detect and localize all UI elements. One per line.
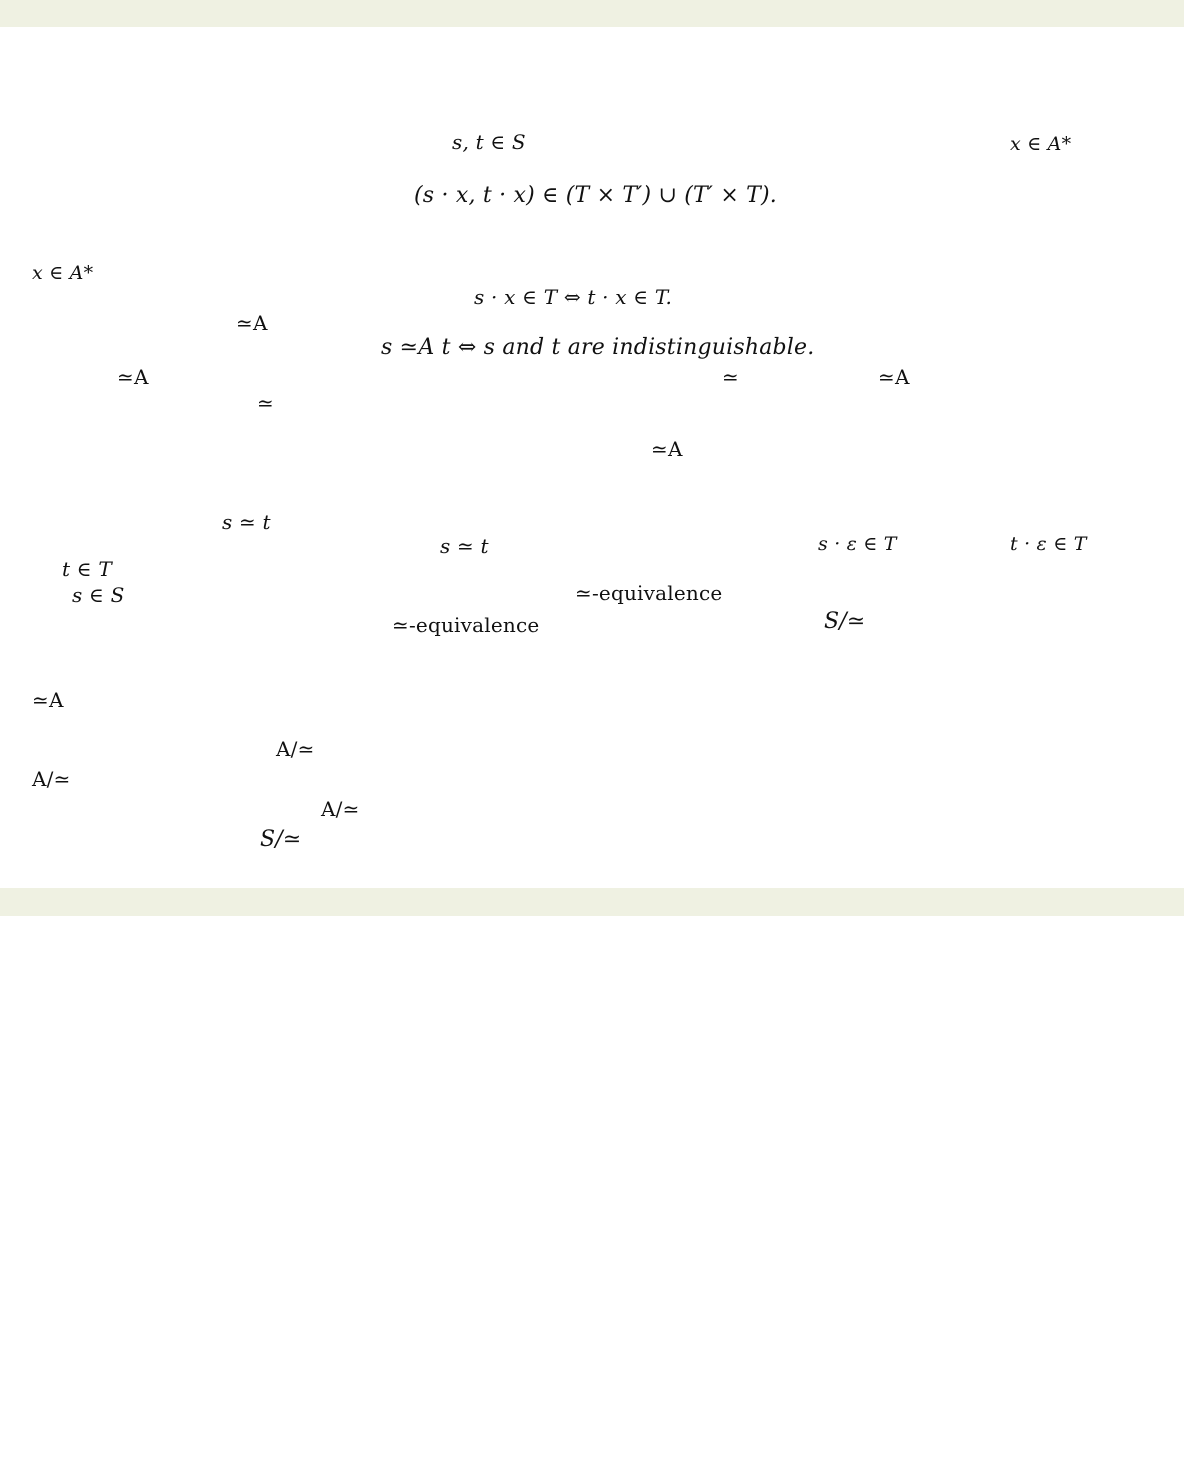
math-simeq: ≃ [722,365,739,389]
math-t-eps-in-T: t · ε ∈ T [1010,533,1087,555]
math-A-quotient: A/≃ [321,797,360,821]
math-simeq: ≃ [257,391,274,415]
math-x-in-A-star: x ∈ A* [1010,133,1072,155]
math-display-indistinguishable: s ≃A t ⇔ s and t are indistinguishable. [381,335,815,360]
bottom-band [0,888,1184,916]
math-A-quotient: A/≃ [276,737,315,761]
math-simeq-A: ≃A [236,311,268,335]
math-S-quotient: S/≃ [824,609,866,634]
math-x-in-A-star: x ∈ A* [32,262,94,284]
math-simeq-equivalence: ≃-equivalence [575,581,723,605]
math-simeq-A: ≃A [878,365,910,389]
top-band [0,0,1184,27]
math-simeq-A: ≃A [651,437,683,461]
math-simeq-equivalence: ≃-equivalence [392,613,540,637]
math-s-in-S: s ∈ S [72,583,125,607]
math-s-eps-in-T: s · ε ∈ T [818,533,897,555]
document-body [0,27,1184,888]
math-s-simeq-t: s ≃ t [440,534,489,558]
math-S-quotient: S/≃ [260,827,302,852]
math-display-pair: (s · x, t · x) ∈ (T × T′) ∪ (T′ × T). [414,183,777,208]
math-s-simeq-t: s ≃ t [222,510,271,534]
math-simeq-A: ≃A [32,688,64,712]
math-t-in-T: t ∈ T [62,557,112,581]
math-simeq-A: ≃A [117,365,149,389]
math-A-quotient: A/≃ [32,767,71,791]
math-st-in-S: s, t ∈ S [452,130,526,154]
math-display-equivalence: s · x ∈ T ⇔ t · x ∈ T. [474,285,673,309]
